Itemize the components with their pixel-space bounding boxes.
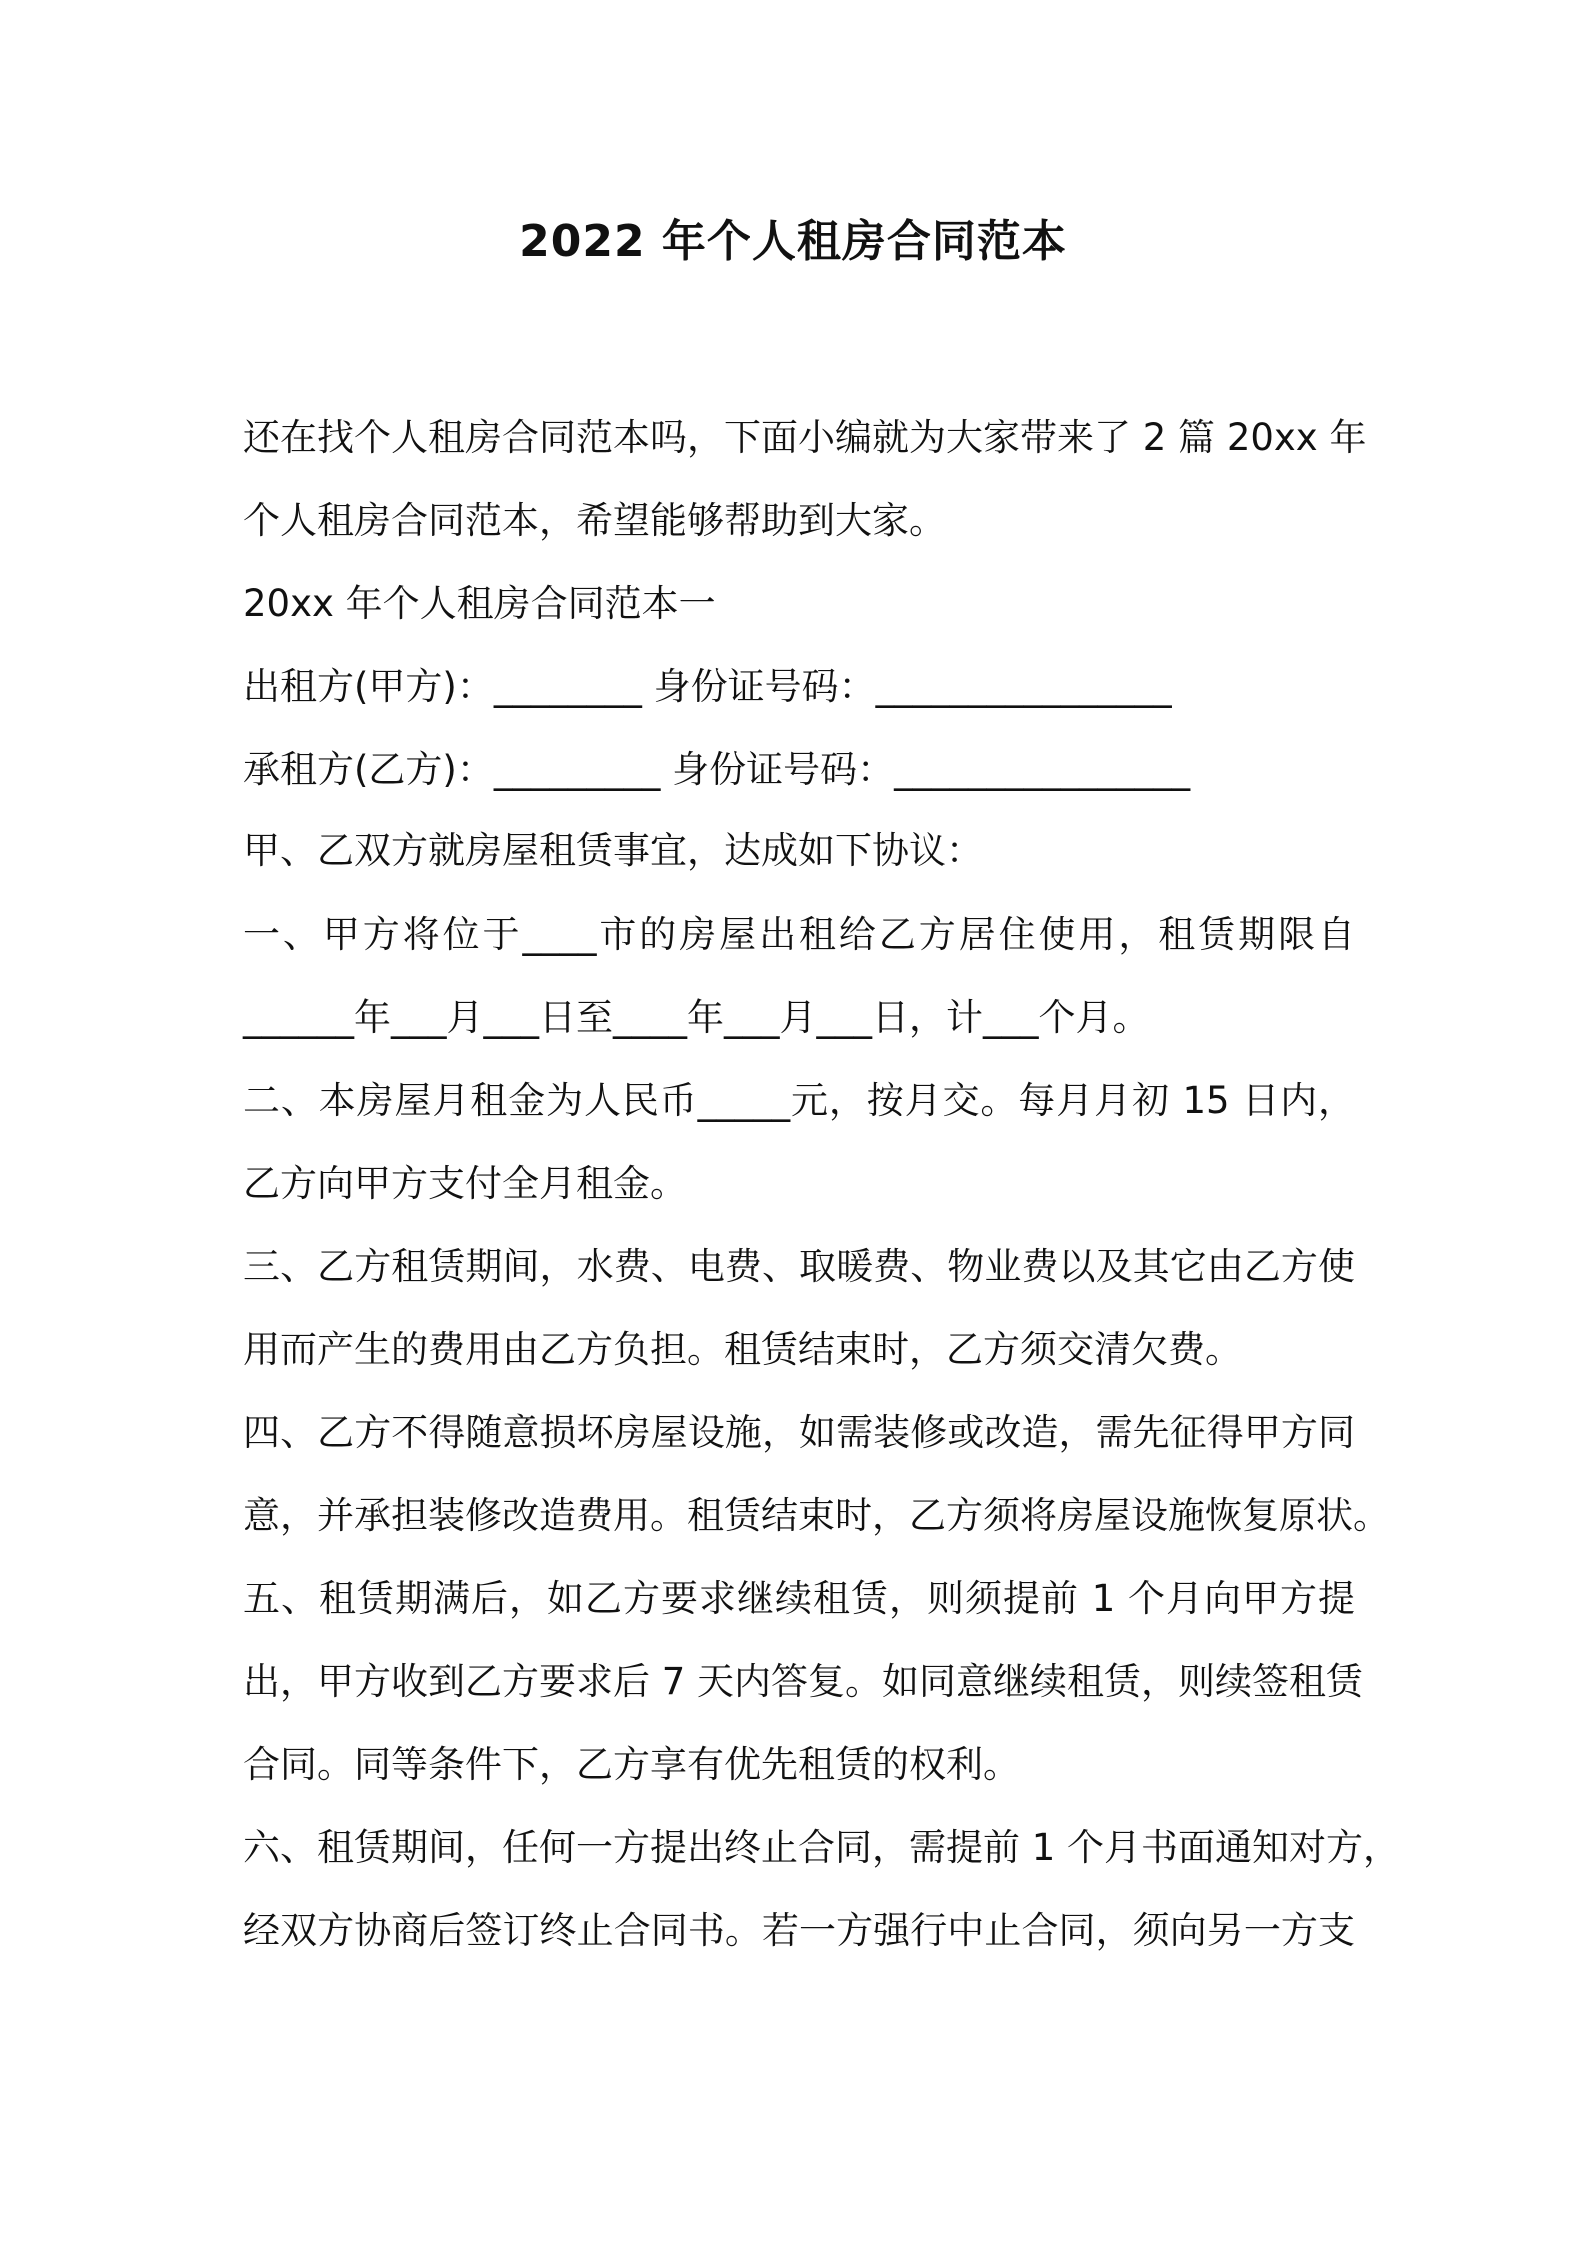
clause-1-line-1: 一、甲方将位于____市的房屋出租给乙方居住使用，租赁期限自: [243, 913, 1355, 956]
section-heading: 20xx 年个人租房合同范本一: [243, 582, 716, 625]
clause-4-line-1: 四、乙方不得随意损坏房屋设施，如需装修或改造，需先征得甲方同: [243, 1411, 1355, 1454]
clause-6-line-1: 六、租赁期间，任何一方提出终止合同，需提前 1 个月书面通知对方，: [243, 1826, 1401, 1869]
intro-line-1: 还在找个人租房合同范本吗，下面小编就为大家带来了 2 篇 20xx 年: [243, 416, 1367, 459]
agreement-intro: 甲、乙双方就房屋租赁事宜，达成如下协议：: [243, 829, 983, 872]
clause-5-line-2: 出，甲方收到乙方要求后 7 天内答复。如同意继续租赁，则续签租赁: [243, 1660, 1364, 1703]
clause-2-line-2: 乙方向甲方支付全月租金。: [243, 1162, 687, 1205]
clause-5-line-3: 合同。同等条件下，乙方享有优先租赁的权利。: [243, 1743, 1020, 1786]
clause-2-line-1: 二、本房屋月租金为人民币_____元，按月交。每月月初 15 日内，: [243, 1079, 1355, 1122]
clause-1-line-2: ______年___月___日至____年___月___日，计___个月。: [243, 996, 1150, 1039]
clause-6-line-2: 经双方协商后签订终止合同书。若一方强行中止合同，须向另一方支: [243, 1909, 1355, 1952]
clause-4-line-2: 意，并承担装修改造费用。租赁结束时，乙方须将房屋设施恢复原状。: [243, 1494, 1390, 1537]
clause-3-line-2: 用而产生的费用由乙方负担。租赁结束时，乙方须交清欠费。: [243, 1328, 1242, 1371]
intro-line-2: 个人租房合同范本，希望能够帮助到大家。: [243, 499, 946, 542]
lessor-line: 出租方(甲方)：________ 身份证号码：________________: [243, 665, 1172, 708]
clause-5-line-1: 五、租赁期满后，如乙方要求继续租赁，则须提前 1 个月向甲方提: [243, 1577, 1355, 1620]
document-title: 2022 年个人租房合同范本: [519, 216, 1067, 267]
clause-3-line-1: 三、乙方租赁期间，水费、电费、取暖费、物业费以及其它由乙方使: [243, 1245, 1355, 1288]
lessee-line: 承租方(乙方)：_________ 身份证号码：________________: [243, 748, 1191, 791]
